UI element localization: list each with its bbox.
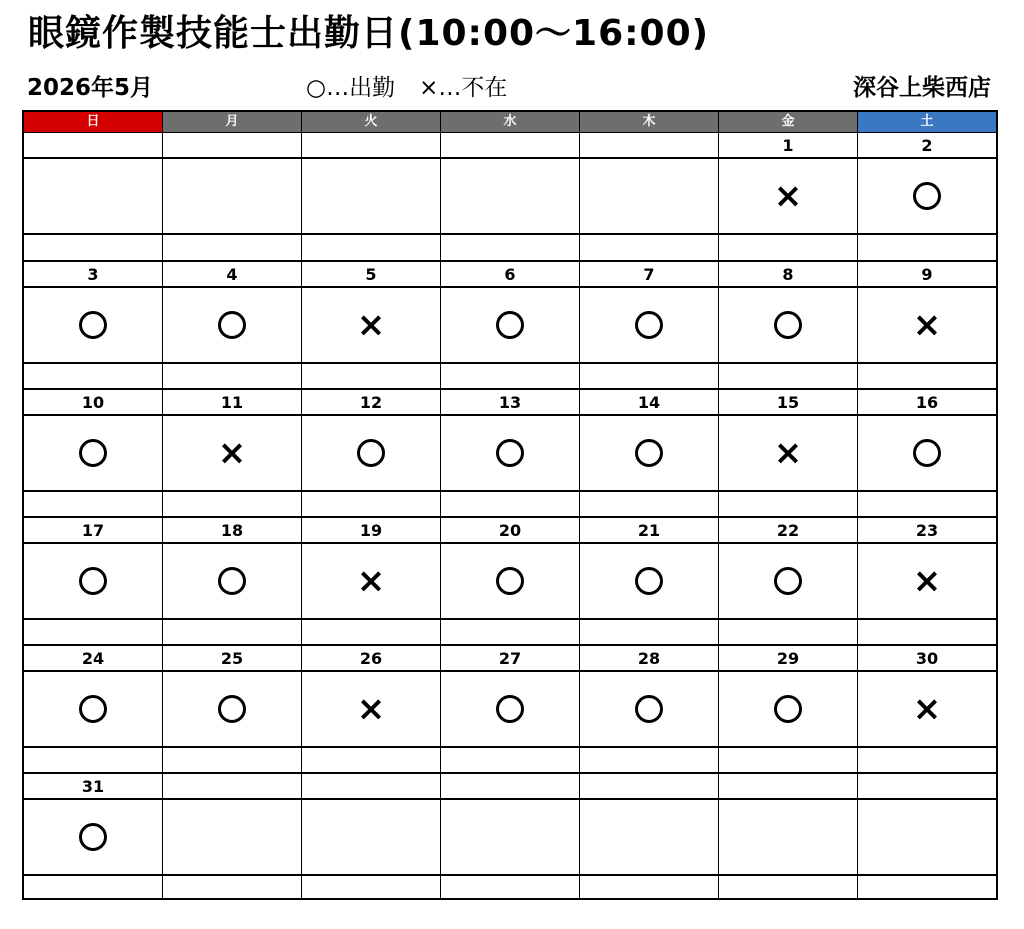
attendance-cell [858, 672, 996, 746]
note-cell [163, 364, 302, 388]
present-mark [79, 695, 107, 723]
day-number [163, 133, 302, 157]
present-mark [635, 439, 663, 467]
attendance-cell [163, 159, 302, 233]
present-mark [79, 311, 107, 339]
present-mark [635, 311, 663, 339]
calendar-week [24, 516, 996, 644]
note-cell [302, 235, 441, 260]
note-row [24, 492, 996, 516]
attendance-cell [24, 159, 163, 233]
calendar-week [24, 644, 996, 772]
note-cell [441, 748, 580, 772]
calendar-week [24, 132, 996, 260]
note-cell [302, 748, 441, 772]
note-row [24, 748, 996, 772]
attendance-cell [858, 416, 996, 490]
day-number: 1 [719, 133, 858, 157]
month-label: 2026年5月 [27, 75, 154, 101]
note-cell [163, 620, 302, 644]
weekday-friday: 金 [719, 112, 858, 132]
present-mark [496, 439, 524, 467]
note-cell [580, 876, 719, 898]
day-number: 14 [580, 390, 719, 414]
day-number: 21 [580, 518, 719, 542]
weekday-header-row [24, 112, 996, 132]
attendance-cell [858, 544, 996, 618]
day-number: 27 [441, 646, 580, 670]
absent-mark: × [356, 561, 386, 601]
day-number: 7 [580, 262, 719, 286]
day-number-row [24, 774, 996, 798]
day-number [302, 133, 441, 157]
present-mark [218, 311, 246, 339]
attendance-cell [580, 800, 719, 874]
note-cell [858, 235, 996, 260]
absent-mark: × [912, 305, 942, 345]
absent-mark: × [912, 689, 942, 729]
store-name: 深谷上柴西店 [853, 75, 991, 101]
day-number: 17 [24, 518, 163, 542]
present-mark [635, 695, 663, 723]
attendance-row [24, 670, 996, 748]
note-cell [441, 876, 580, 898]
absent-mark: × [912, 561, 942, 601]
note-cell [441, 620, 580, 644]
attendance-cell [858, 159, 996, 233]
day-number: 6 [441, 262, 580, 286]
attendance-row [24, 286, 996, 364]
note-cell [441, 235, 580, 260]
attendance-cell [441, 159, 580, 233]
note-row [24, 364, 996, 388]
attendance-row [24, 798, 996, 876]
calendar-week [24, 260, 996, 388]
day-number: 11 [163, 390, 302, 414]
day-number-row [24, 390, 996, 414]
attendance-cell [580, 672, 719, 746]
present-mark [79, 439, 107, 467]
day-number [580, 774, 719, 798]
note-cell [441, 492, 580, 516]
attendance-calendar [22, 110, 998, 900]
present-mark [496, 567, 524, 595]
note-cell [580, 364, 719, 388]
weekday-monday: 月 [163, 112, 302, 132]
day-number: 26 [302, 646, 441, 670]
present-mark [774, 311, 802, 339]
legend-present: ○…出勤 [306, 75, 396, 101]
day-number [719, 774, 858, 798]
note-cell [163, 235, 302, 260]
note-cell [163, 876, 302, 898]
attendance-cell [163, 672, 302, 746]
note-cell [24, 364, 163, 388]
day-number: 2 [921, 135, 933, 155]
attendance-cell [858, 288, 996, 362]
day-number: 31 [24, 774, 163, 798]
calendar-week [24, 388, 996, 516]
day-number: 22 [719, 518, 858, 542]
day-number: 25 [163, 646, 302, 670]
attendance-cell [302, 544, 441, 618]
attendance-cell [441, 288, 580, 362]
attendance-row [24, 157, 996, 235]
note-cell [24, 748, 163, 772]
day-number: 24 [24, 646, 163, 670]
attendance-cell [302, 288, 441, 362]
weekday-sunday: 日 [24, 112, 163, 132]
day-number-row [24, 646, 996, 670]
note-cell [24, 620, 163, 644]
present-mark [913, 439, 941, 467]
note-cell [719, 876, 858, 898]
day-number: 15 [719, 390, 858, 414]
day-number [441, 774, 580, 798]
attendance-cell [24, 416, 163, 490]
day-number: 16 [915, 392, 939, 412]
absent-mark: × [773, 433, 803, 473]
attendance-row [24, 414, 996, 492]
day-number: 13 [441, 390, 580, 414]
day-number: 18 [163, 518, 302, 542]
day-number: 10 [24, 390, 163, 414]
attendance-cell [580, 544, 719, 618]
note-cell [580, 235, 719, 260]
day-number [163, 774, 302, 798]
day-number: 9 [921, 264, 933, 284]
note-cell [163, 748, 302, 772]
note-cell [719, 748, 858, 772]
day-number [24, 133, 163, 157]
present-mark [635, 567, 663, 595]
note-row [24, 876, 996, 898]
note-cell [302, 492, 441, 516]
day-number: 30 [915, 648, 939, 668]
weekday-saturday: 土 [858, 112, 996, 132]
present-mark [774, 567, 802, 595]
attendance-cell [302, 672, 441, 746]
attendance-cell [580, 288, 719, 362]
attendance-cell [302, 159, 441, 233]
day-number: 23 [915, 520, 939, 540]
note-cell [858, 364, 996, 388]
note-cell [858, 876, 996, 898]
weeks-container [24, 132, 996, 898]
weekday-tuesday: 火 [302, 112, 441, 132]
note-cell [858, 492, 996, 516]
present-mark [357, 439, 385, 467]
day-number: 12 [302, 390, 441, 414]
note-cell [302, 876, 441, 898]
note-cell [719, 492, 858, 516]
present-mark [496, 695, 524, 723]
legend-absent: ×…不在 [419, 75, 508, 101]
note-cell [302, 364, 441, 388]
day-number: 28 [580, 646, 719, 670]
weekday-wednesday: 水 [441, 112, 580, 132]
day-number: 29 [719, 646, 858, 670]
day-number [580, 133, 719, 157]
weekday-thursday: 木 [580, 112, 719, 132]
day-number: 4 [163, 262, 302, 286]
note-row [24, 620, 996, 644]
present-mark [79, 567, 107, 595]
attendance-cell [163, 800, 302, 874]
attendance-cell [163, 544, 302, 618]
day-number [858, 774, 996, 798]
attendance-cell [580, 159, 719, 233]
attendance-cell [719, 159, 858, 233]
attendance-row [24, 542, 996, 620]
absent-mark: × [356, 305, 386, 345]
day-number-row [24, 262, 996, 286]
present-mark [79, 823, 107, 851]
attendance-cell [441, 416, 580, 490]
note-cell [24, 235, 163, 260]
day-number: 8 [719, 262, 858, 286]
day-number-row [24, 518, 996, 542]
legend [306, 72, 507, 104]
attendance-cell [24, 288, 163, 362]
absent-mark: × [773, 176, 803, 216]
attendance-cell [163, 288, 302, 362]
attendance-cell [719, 544, 858, 618]
note-cell [580, 492, 719, 516]
attendance-cell [302, 800, 441, 874]
attendance-cell [441, 544, 580, 618]
present-mark [774, 695, 802, 723]
note-cell [24, 876, 163, 898]
present-mark [496, 311, 524, 339]
day-number-row [24, 133, 996, 157]
absent-mark: × [217, 433, 247, 473]
present-mark [218, 567, 246, 595]
day-number: 5 [302, 262, 441, 286]
note-row [24, 235, 996, 260]
note-cell [719, 235, 858, 260]
attendance-cell [24, 800, 163, 874]
note-cell [302, 620, 441, 644]
day-number [441, 133, 580, 157]
note-cell [719, 620, 858, 644]
calendar-week [24, 772, 996, 898]
present-mark [913, 182, 941, 210]
day-number: 3 [24, 262, 163, 286]
attendance-cell [163, 416, 302, 490]
note-cell [24, 492, 163, 516]
day-number: 20 [441, 518, 580, 542]
day-number [302, 774, 441, 798]
attendance-cell [302, 416, 441, 490]
note-cell [858, 748, 996, 772]
attendance-cell [719, 416, 858, 490]
attendance-cell [24, 672, 163, 746]
attendance-cell [441, 672, 580, 746]
attendance-cell [719, 800, 858, 874]
attendance-cell [858, 800, 996, 874]
note-cell [719, 364, 858, 388]
attendance-cell [719, 672, 858, 746]
note-cell [580, 748, 719, 772]
attendance-cell [719, 288, 858, 362]
present-mark [218, 695, 246, 723]
note-cell [580, 620, 719, 644]
attendance-cell [580, 416, 719, 490]
note-cell [858, 620, 996, 644]
page-title: 眼鏡作製技能士出勤日(10:00〜16:00) [28, 13, 710, 54]
note-cell [441, 364, 580, 388]
attendance-cell [24, 544, 163, 618]
attendance-cell [441, 800, 580, 874]
day-number: 19 [302, 518, 441, 542]
absent-mark: × [356, 689, 386, 729]
note-cell [163, 492, 302, 516]
